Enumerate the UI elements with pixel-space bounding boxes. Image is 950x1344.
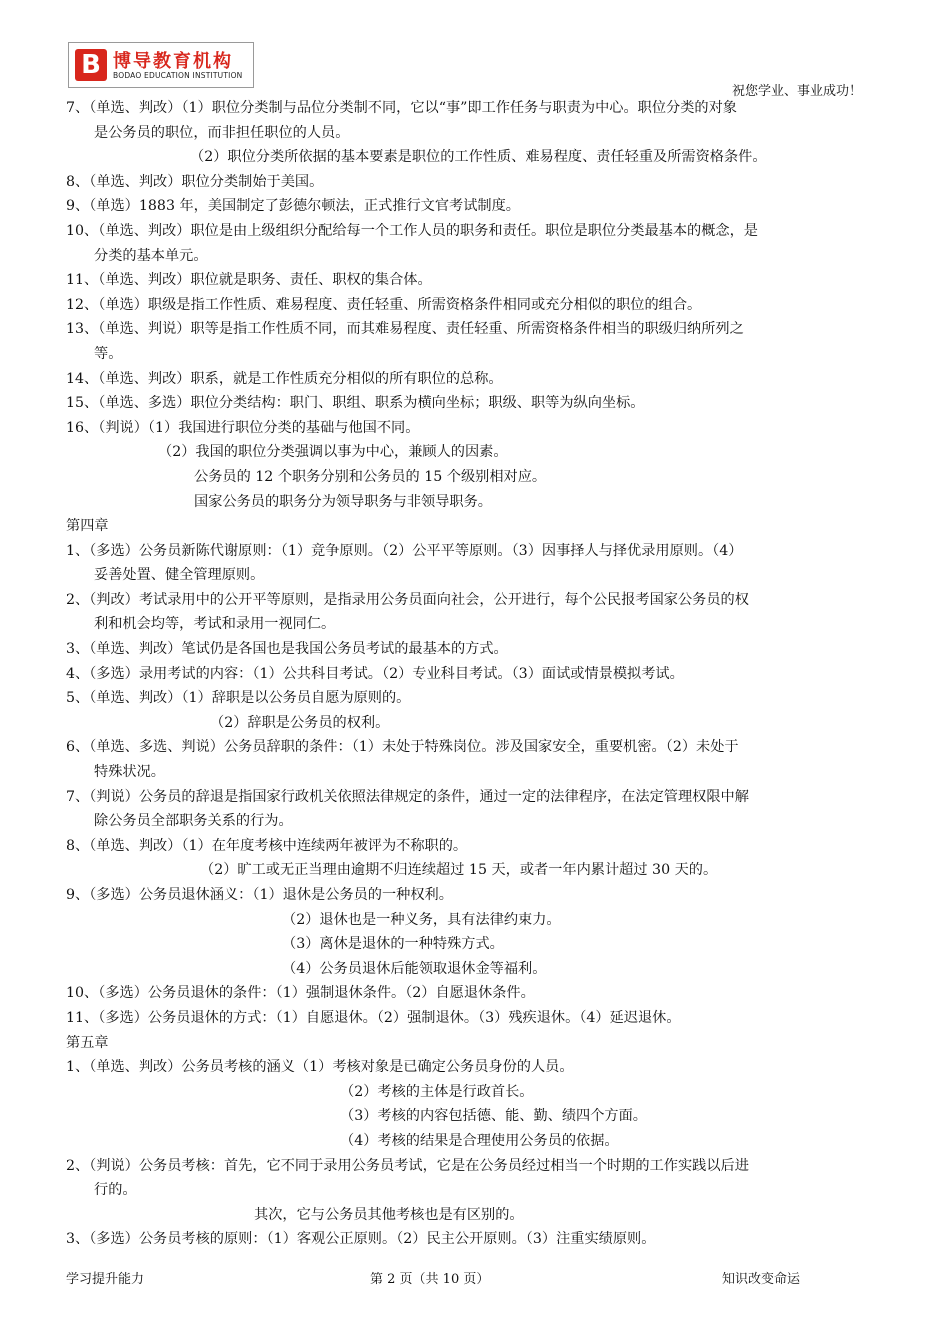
text-line: （4）公务员退休后能领取退休金等福利。 bbox=[282, 960, 547, 977]
text-line: （2）职位分类所依据的基本要素是职位的工作性质、难易程度、责任轻重及所需资格条件。 bbox=[190, 149, 767, 166]
logo-english-name: BODAO EDUCATION INSTITUTION bbox=[113, 71, 243, 80]
text-line: 15、（单选、多选）职位分类结构：职门、职组、职系为横向坐标；职级、职等为纵向坐标。 bbox=[66, 395, 645, 412]
text-line: 公务员的 12 个职务分别和公务员的 15 个级别相对应。 bbox=[194, 468, 547, 485]
text-line: 特殊状况。 bbox=[94, 764, 165, 781]
page-number: 第 2 页（共 10 页） bbox=[370, 1272, 490, 1287]
text-line: 分类的基本单元。 bbox=[94, 247, 208, 264]
text-line: 16、（判说）（1）我国进行职位分类的基础与他国不同。 bbox=[66, 419, 420, 436]
header-motto: 祝您学业、事业成功！ bbox=[731, 84, 862, 99]
text-line: 除公务员全部职务关系的行为。 bbox=[94, 813, 293, 830]
logo-mark-icon: B bbox=[75, 49, 107, 81]
text-line: 3、（多选）公务员考核的原则：（1）客观公正原则。（2）民主公开原则。（3）注重实绩原则。 bbox=[66, 1231, 656, 1248]
text-line: 10、（单选、判改）职位是由上级组织分配给每一个工作人员的职务和责任。职位是职位分类最基本的概念，是 bbox=[66, 222, 758, 239]
text-line: 2、（判改）考试录用中的公开平等原则，是指录用公务员面向社会，公开进行，每个公民报考国家公务员的权 bbox=[66, 591, 749, 608]
text-line: （2）旷工或无正当理由逾期不归连续超过 15 天，或者一年内累计超过 30 天的。 bbox=[200, 862, 718, 879]
document-body bbox=[66, 96, 888, 1252]
text-line: 第四章 bbox=[66, 518, 109, 535]
text-line: 5、（单选、判改）（1）辞职是以公务员自愿为原则的。 bbox=[66, 690, 411, 707]
text-line: 6、（单选、多选、判说）公务员辞职的条件：（1）未处于特殊岗位。涉及国家安全，重要机密。（2）未处于 bbox=[66, 739, 739, 756]
text-line: 其次，它与公务员其他考核也是有区别的。 bbox=[254, 1206, 524, 1223]
text-line: （3）离休是退休的一种特殊方式。 bbox=[282, 936, 504, 953]
text-line: 1、（单选、判改）公务员考核的涵义（1）考核对象是已确定公务员身份的人员。 bbox=[66, 1059, 574, 1076]
institution-logo bbox=[68, 42, 254, 88]
text-line: 4、（多选）录用考试的内容：（1）公共科目考试。（2）专业科目考试。（3）面试或情景模拟考试。 bbox=[66, 665, 684, 682]
text-line: 3、（单选、判改）笔试仍是各国也是我国公务员考试的最基本的方式。 bbox=[66, 641, 508, 658]
text-line: （2）退休也是一种义务，具有法律约束力。 bbox=[282, 911, 561, 928]
text-line: 8、（单选、判改）职位分类制始于美国。 bbox=[66, 173, 324, 190]
text-line: 11、（多选）公务员退休的方式：（1）自愿退休。（2）强制退休。（3）残疾退休。（4）延迟退休。 bbox=[66, 1009, 681, 1026]
text-line: 14、（单选、判改）职系，就是工作性质充分相似的所有职位的总称。 bbox=[66, 370, 503, 387]
text-line: 10、（多选）公务员退休的条件：（1）强制退休条件。（2）自愿退休条件。 bbox=[66, 985, 535, 1002]
text-line: 11、（单选、判改）职位就是职务、责任、职权的集合体。 bbox=[66, 272, 432, 289]
text-line: （4）考核的结果是合理使用公务员的依据。 bbox=[340, 1132, 619, 1149]
text-line: 利和机会均等，考试和录用一视同仁。 bbox=[94, 616, 336, 633]
text-line: 7、（判说）公务员的辞退是指国家行政机关依照法律规定的条件，通过一定的法律程序，在法定管理权限中解 bbox=[66, 788, 749, 805]
text-line: （2）我国的职位分类强调以事为中心，兼顾人的因素。 bbox=[158, 444, 508, 461]
logo-chinese-name: 博导教育机构 bbox=[113, 51, 233, 72]
text-line: 等。 bbox=[94, 345, 123, 362]
text-line: 行的。 bbox=[94, 1182, 137, 1199]
text-line: 是公务员的职位，而非担任职位的人员。 bbox=[94, 124, 350, 141]
text-line: 国家公务员的职务分为领导职务与非领导职务。 bbox=[194, 493, 492, 510]
text-line: 9、（单选）1883 年，美国制定了彭德尔顿法，正式推行文官考试制度。 bbox=[66, 198, 520, 215]
text-line: 7、（单选、判改）（1）职位分类制与品位分类制不同，它以“事”即工作任务与职责为中心。职位分类的对象 bbox=[66, 100, 737, 116]
text-line: 12、（单选）职级是指工作性质、难易程度、责任轻重、所需资格条件相同或充分相似的职位的组合。 bbox=[66, 296, 702, 313]
text-line: 妥善处置、健全管理原则。 bbox=[94, 567, 265, 584]
text-line: （2）考核的主体是行政首长。 bbox=[340, 1083, 534, 1100]
text-line: 8、（单选、判改）（1）在年度考核中连续两年被评为不称职的。 bbox=[66, 837, 468, 854]
text-line: 13、（单选、判说）职等是指工作性质不同，而其难易程度、责任轻重、所需资格条件相当的职级归纳所列之 bbox=[66, 321, 744, 338]
text-line: 1、（多选）公务员新陈代谢原则：（1）竞争原则。（2）公平平等原则。（3）因事择人与择优录用原则。（4） bbox=[66, 542, 743, 559]
footer-right-slogan: 知识改变命运 bbox=[722, 1272, 801, 1287]
text-line: 2、（判说）公务员考核：首先，它不同于录用公务员考试，它是在公务员经过相当一个时期的工作实践以后进 bbox=[66, 1157, 749, 1174]
text-line: （2）辞职是公务员的权利。 bbox=[210, 714, 390, 731]
text-line: （3）考核的内容包括德、能、勤、绩四个方面。 bbox=[340, 1108, 647, 1125]
text-line: 第五章 bbox=[66, 1034, 109, 1051]
text-line: 9、（多选）公务员退休涵义：（1）退休是公务员的一种权利。 bbox=[66, 887, 453, 903]
footer-left-slogan: 学习提升能力 bbox=[66, 1272, 145, 1287]
